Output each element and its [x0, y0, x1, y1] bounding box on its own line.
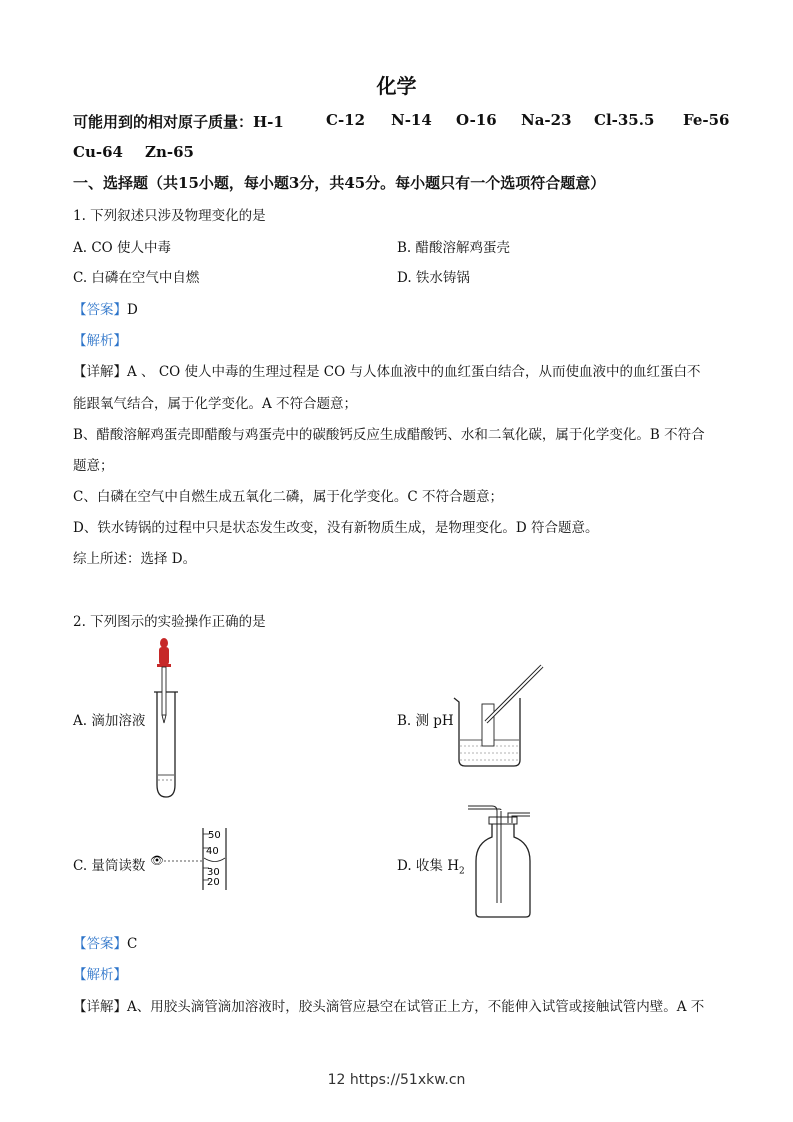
- answer-line: [73, 298, 138, 318]
- atomic-mass-item: O-16: [456, 111, 497, 129]
- dropper-test-tube-figure: [148, 635, 188, 800]
- cylinder-tick-label: 50: [208, 830, 221, 841]
- detail-line: D、铁水铸锅的过程中只是状态发生改变，没有新物质生成，是物理变化。D 符合题意。: [73, 520, 599, 536]
- question-stem: 1. 下列叙述只涉及物理变化的是: [73, 208, 266, 224]
- option-b: B. 醋酸溶解鸡蛋壳: [397, 240, 511, 256]
- atomic-mass-item: N-14: [391, 111, 432, 129]
- answer-line: [73, 932, 137, 952]
- answer-value: D: [127, 302, 138, 318]
- atomic-mass-item: C-12: [326, 111, 366, 129]
- detail-line: 综上所述：选择 D。: [73, 551, 197, 567]
- atomic-mass-item: Cu-64: [73, 143, 123, 161]
- detail-line: B、醋酸溶解鸡蛋壳即醋酸与鸡蛋壳中的碳酸钙反应生成醋酸钙、水和二氧化碳，属于化学变化。B 不符合: [73, 427, 705, 443]
- atomic-masses-label: 可能用到的相对原子质量：H-1: [73, 113, 284, 131]
- option-c: C. 量筒读数: [73, 858, 146, 874]
- answer-label: 【答案】: [73, 936, 127, 952]
- page-title: 化学: [376, 74, 417, 98]
- analysis-label: 【解析】: [73, 333, 127, 349]
- detail-line: C、白磷在空气中自燃生成五氧化二磷，属于化学变化。C 不符合题意；: [73, 489, 503, 505]
- option-a: A. 滴加溶液: [73, 713, 146, 729]
- answer-value: C: [127, 936, 138, 952]
- option-a: A. CO 使人中毒: [73, 240, 172, 256]
- detail-line: 能跟氧气结合，属于化学变化。A 不符合题意；: [73, 396, 358, 412]
- question-stem: 2. 下列图示的实验操作正确的是: [73, 614, 266, 630]
- graduated-cylinder-figure: [148, 828, 233, 893]
- cylinder-tick-label: 20: [207, 877, 220, 888]
- answer-label: 【答案】: [73, 302, 127, 318]
- page-footer: 12 https://51xkw.cn: [327, 1072, 466, 1088]
- ph-beaker-figure: [452, 660, 547, 770]
- section-heading: 一、选择题（共15小题，每小题3分，共45分。每小题只有一个选项符合题意）: [73, 174, 606, 192]
- cylinder-tick-label: 30: [207, 867, 220, 878]
- detail-line: 【详解】A、用胶头滴管滴加溶液时，胶头滴管应悬空在试管正上方，不能伸入试管或接触试管内壁。A 不: [73, 999, 705, 1015]
- atomic-mass-item: Cl-35.5: [594, 111, 655, 129]
- eye-icon: 👁: [150, 854, 164, 867]
- gas-bottle-figure: [470, 803, 540, 921]
- option-b: B. 测 pH: [397, 713, 454, 729]
- detail-line: 【详解】A 、 CO 使人中毒的生理过程是 CO 与人体血液中的血红蛋白结合，从而使血液中的血红蛋白不: [73, 364, 701, 380]
- atomic-mass-item: Na-23: [521, 111, 572, 129]
- cylinder-tick-label: 40: [206, 846, 219, 857]
- atomic-mass-item: Zn-65: [145, 143, 194, 161]
- analysis-label: 【解析】: [73, 967, 127, 983]
- detail-line: 题意；: [73, 458, 114, 474]
- detail-label: 【详解】: [73, 999, 127, 1015]
- option-d: D. 收集 $H_2$: [397, 858, 465, 877]
- option-c: C. 白磷在空气中自燃: [73, 270, 200, 286]
- atomic-mass-item: Fe-56: [683, 111, 730, 129]
- option-d: D. 铁水铸锅: [397, 270, 470, 286]
- detail-label: 【详解】: [73, 364, 127, 380]
